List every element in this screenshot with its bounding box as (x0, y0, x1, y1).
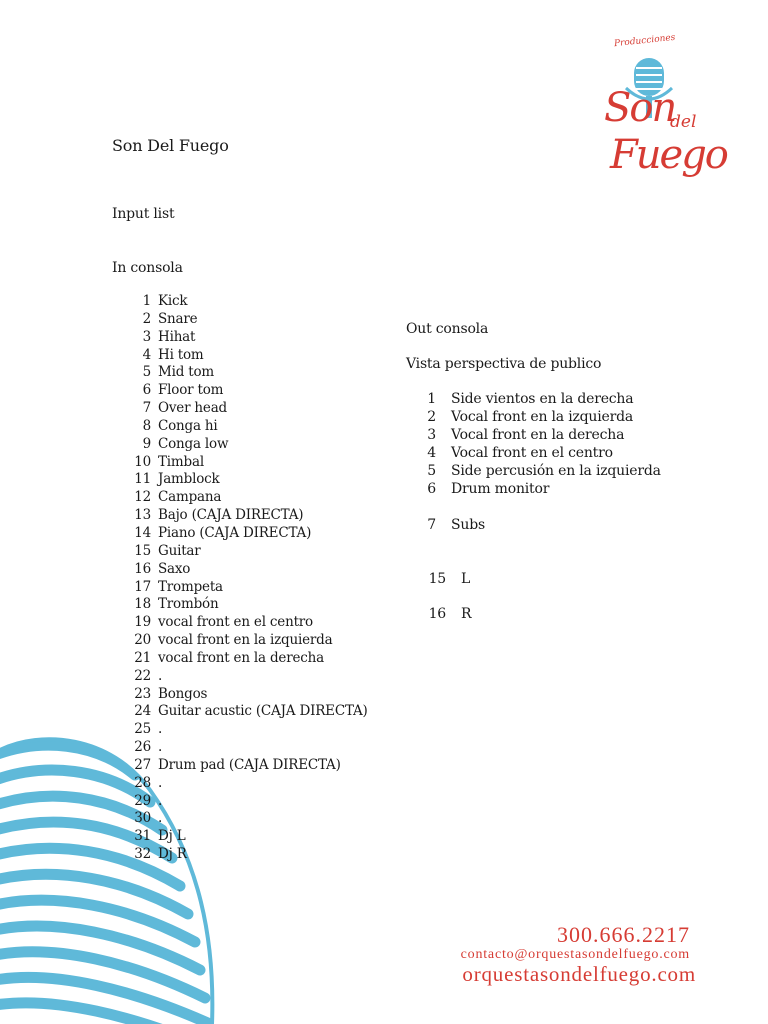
input-label: Mid tom (158, 364, 215, 381)
input-label: Bongos (158, 685, 208, 702)
input-row (113, 364, 373, 382)
output-number: 2 (427, 409, 436, 425)
input-label: Over head (158, 400, 228, 417)
output-row (406, 462, 706, 480)
logo-word-fuego: Fuego (610, 132, 727, 178)
input-label: vocal front en la derecha (158, 649, 324, 666)
output-row (406, 480, 706, 498)
input-list-heading: Input list (112, 206, 175, 222)
output-list (406, 390, 706, 498)
input-row (113, 347, 373, 365)
output-number: 15 (428, 571, 446, 587)
output-label: L (461, 571, 471, 587)
input-row (113, 471, 373, 489)
output-number: 16 (428, 606, 446, 622)
input-number: 29 (134, 792, 151, 809)
input-row (113, 489, 373, 507)
input-label: Conga hi (158, 417, 218, 434)
input-row (113, 382, 373, 400)
input-row (113, 525, 373, 543)
input-row (113, 703, 373, 721)
input-label: Piano (CAJA DIRECTA) (158, 524, 312, 541)
document-title: Son Del Fuego (112, 136, 229, 155)
input-label: Hihat (158, 328, 196, 345)
input-row (113, 329, 373, 347)
input-label: . (158, 774, 163, 791)
input-label: Dj L (158, 828, 186, 845)
input-number: 19 (134, 614, 151, 631)
footer-phone: 300.666.2217 (557, 922, 690, 947)
input-number: 2 (142, 310, 151, 327)
input-number: 30 (134, 810, 151, 827)
input-number: 23 (134, 685, 151, 702)
input-row (113, 757, 373, 775)
input-label: Conga low (158, 435, 229, 452)
output-label: Side percusión en la izquierda (451, 463, 661, 479)
input-row (113, 561, 373, 579)
input-row (113, 668, 373, 686)
logo-word-son: Son (604, 85, 676, 131)
input-label: Trombón (158, 596, 219, 613)
input-row (113, 418, 373, 436)
input-number: 25 (134, 721, 151, 738)
input-number: 26 (134, 739, 151, 756)
input-number: 15 (134, 542, 151, 559)
output-row (406, 444, 706, 462)
output-row (406, 408, 706, 426)
input-label: Hi tom (158, 346, 204, 363)
input-number: 31 (134, 828, 151, 845)
input-label: Guitar acustic (CAJA DIRECTA) (158, 703, 368, 720)
vista-perspectiva-heading: Vista perspectiva de publico (406, 356, 602, 372)
input-label: Snare (158, 310, 198, 327)
input-row (113, 846, 373, 864)
input-row (113, 614, 373, 632)
output-label: Side vientos en la derecha (451, 391, 634, 407)
input-label: Saxo (158, 560, 191, 577)
input-row (113, 632, 373, 650)
output-number: 6 (427, 481, 436, 497)
input-number: 24 (134, 703, 151, 720)
input-row (113, 793, 373, 811)
output-label: R (461, 606, 472, 622)
input-number: 7 (142, 400, 151, 417)
input-number: 17 (134, 578, 151, 595)
output-item-subs (406, 516, 606, 534)
input-row (113, 686, 373, 704)
footer-website: orquestasondelfuego.com (462, 962, 696, 986)
input-number: 22 (134, 667, 151, 684)
input-row (113, 721, 373, 739)
input-row (113, 810, 373, 828)
input-label: Drum pad (CAJA DIRECTA) (158, 756, 341, 773)
input-number: 1 (142, 293, 151, 309)
input-number: 11 (134, 471, 151, 488)
input-number: 13 (134, 507, 151, 524)
input-label: Trompeta (158, 578, 223, 595)
input-number: 5 (142, 364, 151, 381)
output-row (406, 426, 706, 444)
input-number: 12 (134, 489, 151, 506)
input-label: Kick (158, 293, 188, 309)
input-label: Guitar (158, 542, 201, 559)
input-number: 9 (142, 435, 151, 452)
input-row (113, 311, 373, 329)
input-label: vocal front en la izquierda (158, 632, 333, 649)
input-row (113, 400, 373, 418)
output-item-r (416, 605, 616, 623)
output-number: 1 (427, 391, 436, 407)
input-row (113, 454, 373, 472)
logo-producciones: Producciones (613, 32, 676, 50)
output-label: Vocal front en el centro (451, 445, 613, 461)
input-label: vocal front en el centro (158, 614, 313, 631)
input-list (113, 293, 373, 864)
input-row (113, 650, 373, 668)
input-row (113, 579, 373, 597)
output-label: Drum monitor (451, 481, 550, 497)
output-number: 5 (427, 463, 436, 479)
output-item-l (416, 570, 616, 588)
footer-email: contacto@orquestasondelfuego.com (460, 947, 690, 962)
input-number: 3 (142, 328, 151, 345)
output-number: 3 (427, 427, 436, 443)
input-row (113, 293, 373, 311)
input-row (113, 507, 373, 525)
input-label: Campana (158, 489, 222, 506)
logo-word-del: del (670, 112, 697, 132)
output-label: Vocal front en la derecha (451, 427, 625, 443)
input-label: Dj R (158, 846, 187, 863)
output-row (406, 390, 706, 408)
input-row (113, 543, 373, 561)
input-label: . (158, 721, 163, 738)
input-row (113, 739, 373, 757)
input-label: . (158, 810, 163, 827)
input-row (113, 596, 373, 614)
input-number: 21 (134, 649, 151, 666)
input-number: 27 (134, 756, 151, 773)
input-number: 20 (134, 632, 151, 649)
input-number: 32 (134, 846, 151, 863)
input-label: Bajo (CAJA DIRECTA) (158, 507, 304, 524)
input-number: 28 (134, 774, 151, 791)
input-number: 16 (134, 560, 151, 577)
input-number: 4 (142, 346, 151, 363)
input-label: Jamblock (158, 471, 220, 488)
input-label: Floor tom (158, 382, 224, 399)
output-number: 4 (427, 445, 436, 461)
input-label: Timbal (158, 453, 204, 470)
input-row (113, 828, 373, 846)
logo (596, 30, 727, 205)
in-console-heading: In consola (112, 260, 183, 276)
input-row (113, 436, 373, 454)
out-console-heading: Out consola (406, 321, 489, 337)
input-number: 18 (134, 596, 151, 613)
input-number: 10 (134, 453, 151, 470)
input-label: . (158, 792, 163, 809)
output-label: Vocal front en la izquierda (451, 409, 633, 425)
input-label: . (158, 667, 163, 684)
input-number: 14 (134, 524, 151, 541)
output-label: Subs (451, 517, 485, 533)
input-label: . (158, 739, 163, 756)
output-number: 7 (427, 517, 436, 533)
input-number: 6 (142, 382, 151, 399)
input-number: 8 (142, 417, 151, 434)
input-row (113, 775, 373, 793)
